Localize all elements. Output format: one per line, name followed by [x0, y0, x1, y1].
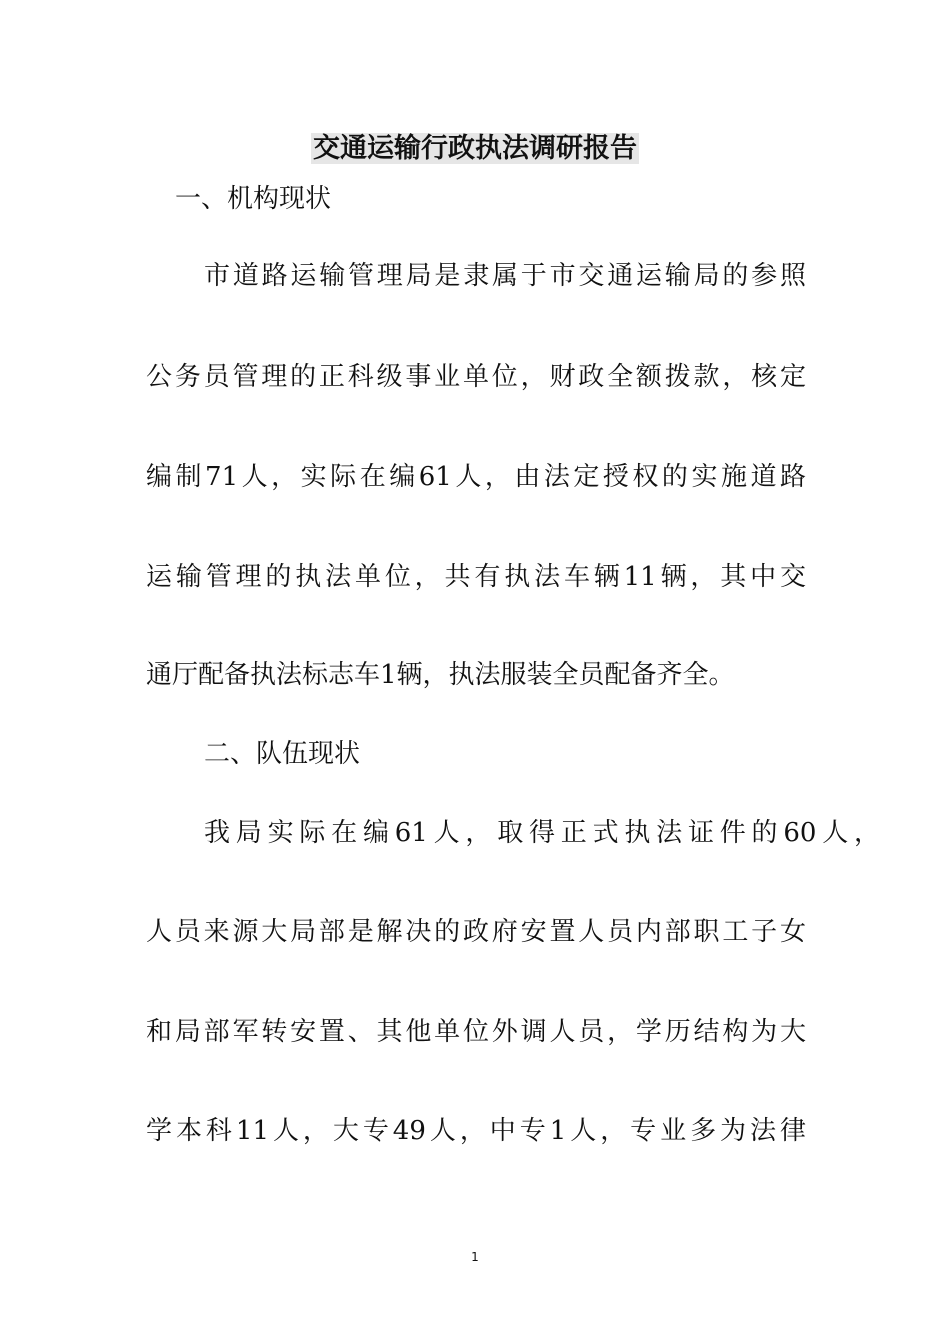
paragraph-line: 人员来源大局部是解决的政府安置人员内部职工子女 [146, 917, 806, 947]
paragraph-line: 编制71人，实际在编61人，由法定授权的实施道路 [146, 462, 806, 492]
paragraph-line: 通厅配备执法标志车1辆，执法服装全员配备齐全。 [146, 660, 735, 690]
document-title: 交通运输行政执法调研报告 [313, 133, 637, 164]
page-number: 1 [471, 1250, 479, 1264]
section-heading-1: 一、机构现状 [175, 184, 332, 214]
paragraph-line: 运输管理的执法单位，共有执法车辆11辆，其中交 [146, 562, 806, 592]
paragraph-line: 和局部军转安置、其他单位外调人员，学历结构为大 [146, 1017, 806, 1047]
paragraph-line: 我局实际在编61人，取得正式执法证件的60人， [204, 818, 880, 848]
section-heading-2: 二、队伍现状 [204, 739, 361, 769]
paragraph-line: 公务员管理的正科级事业单位，财政全额拨款，核定 [146, 362, 806, 392]
paragraph-line: 市道路运输管理局是隶属于市交通运输局的参照 [204, 261, 806, 291]
paragraph-line: 学本科11人，大专49人，中专1人，专业多为法律 [146, 1116, 806, 1146]
